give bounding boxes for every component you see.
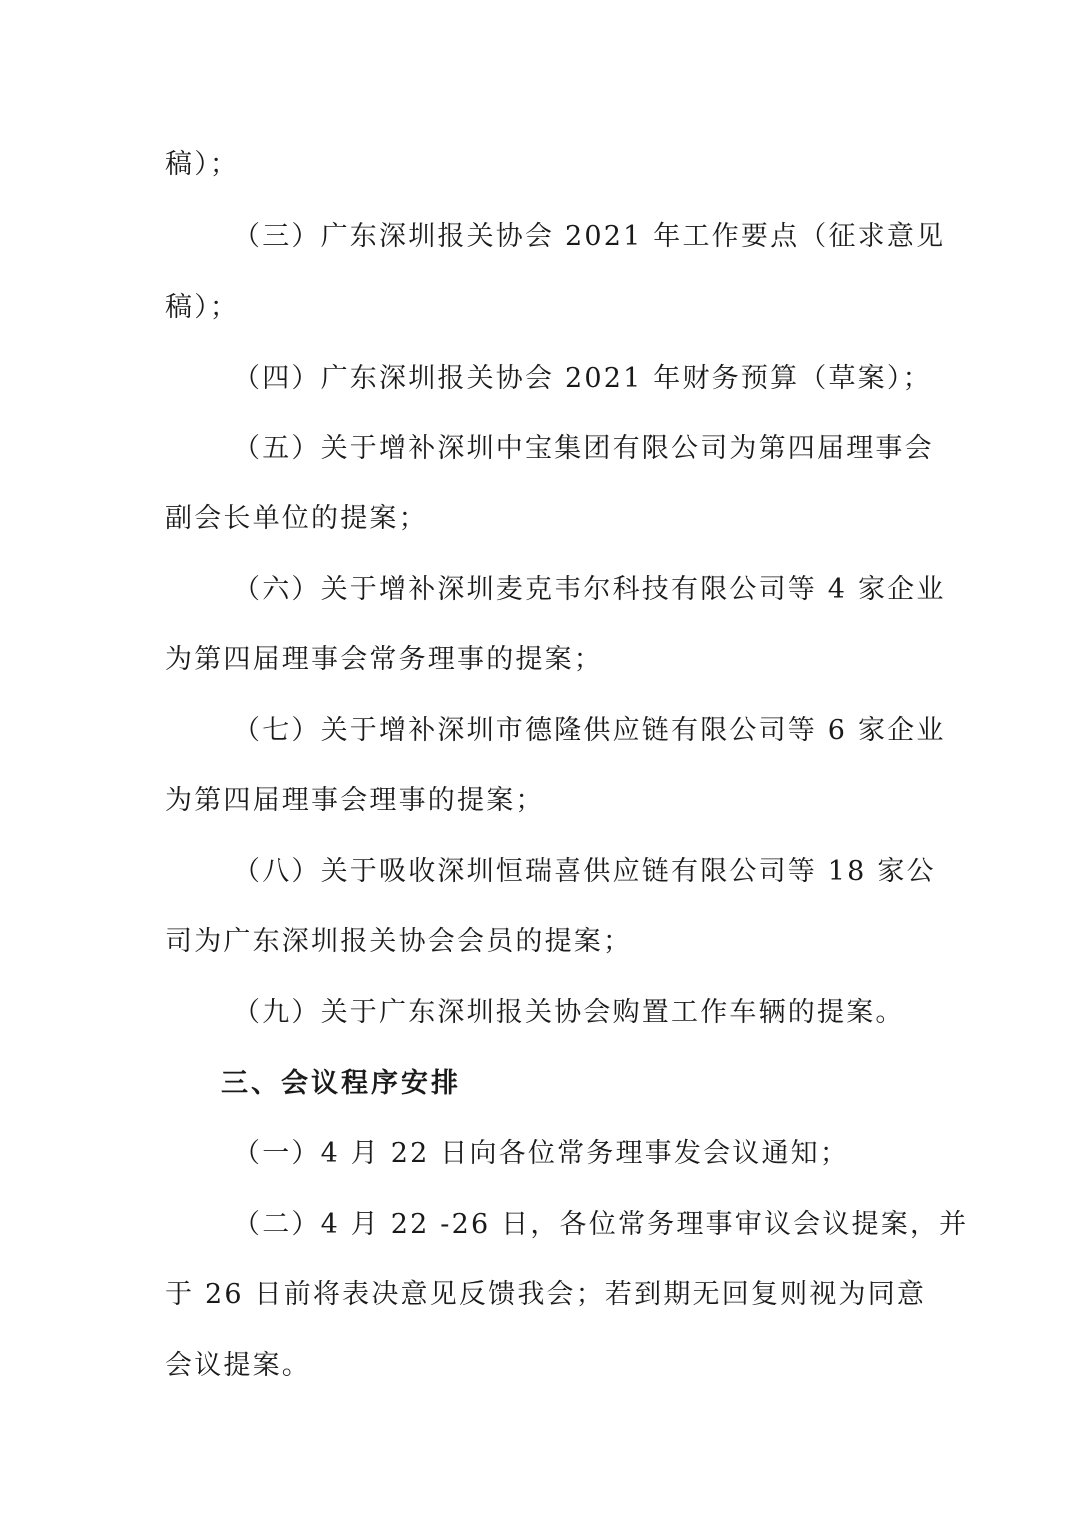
paragraph-line: （七）关于增补深圳市德隆供应链有限公司等 6 家企业 — [233, 715, 946, 746]
paragraph-line: 会议提案。 — [165, 1350, 311, 1381]
paragraph-line: （五）关于增补深圳中宝集团有限公司为第四届理事会 — [233, 433, 934, 464]
paragraph-line: 于 26 日前将表决意见反馈我会；若到期无回复则视为同意 — [165, 1279, 927, 1310]
paragraph-line: 为第四届理事会常务理事的提案； — [165, 644, 603, 675]
paragraph-line: （二）4 月 22 -26 日，各位常务理事审议会议提案，并 — [233, 1209, 969, 1240]
paragraph-line: 稿）； — [165, 149, 240, 180]
paragraph-line: 为第四届理事会理事的提案； — [165, 785, 545, 816]
paragraph-line: （九）关于广东深圳报关协会购置工作车辆的提案。 — [233, 997, 905, 1028]
section-heading: 三、会议程序安排 — [221, 1068, 461, 1099]
paragraph-line: （四）广东深圳报关协会 2021 年财务预算（草案）； — [233, 363, 932, 394]
paragraph-line: （一）4 月 22 日向各位常务理事发会议通知； — [233, 1138, 850, 1169]
paragraph-line: 司为广东深圳报关协会会员的提案； — [165, 926, 633, 957]
paragraph-line: （六）关于增补深圳麦克韦尔科技有限公司等 4 家企业 — [233, 574, 946, 605]
paragraph-line: （八）关于吸收深圳恒瑞喜供应链有限公司等 18 家公 — [233, 856, 936, 887]
paragraph-line: 稿）； — [165, 292, 240, 323]
paragraph-line: 副会长单位的提案； — [165, 503, 428, 534]
paragraph-line: （三）广东深圳报关协会 2021 年工作要点（征求意见 — [233, 221, 946, 252]
